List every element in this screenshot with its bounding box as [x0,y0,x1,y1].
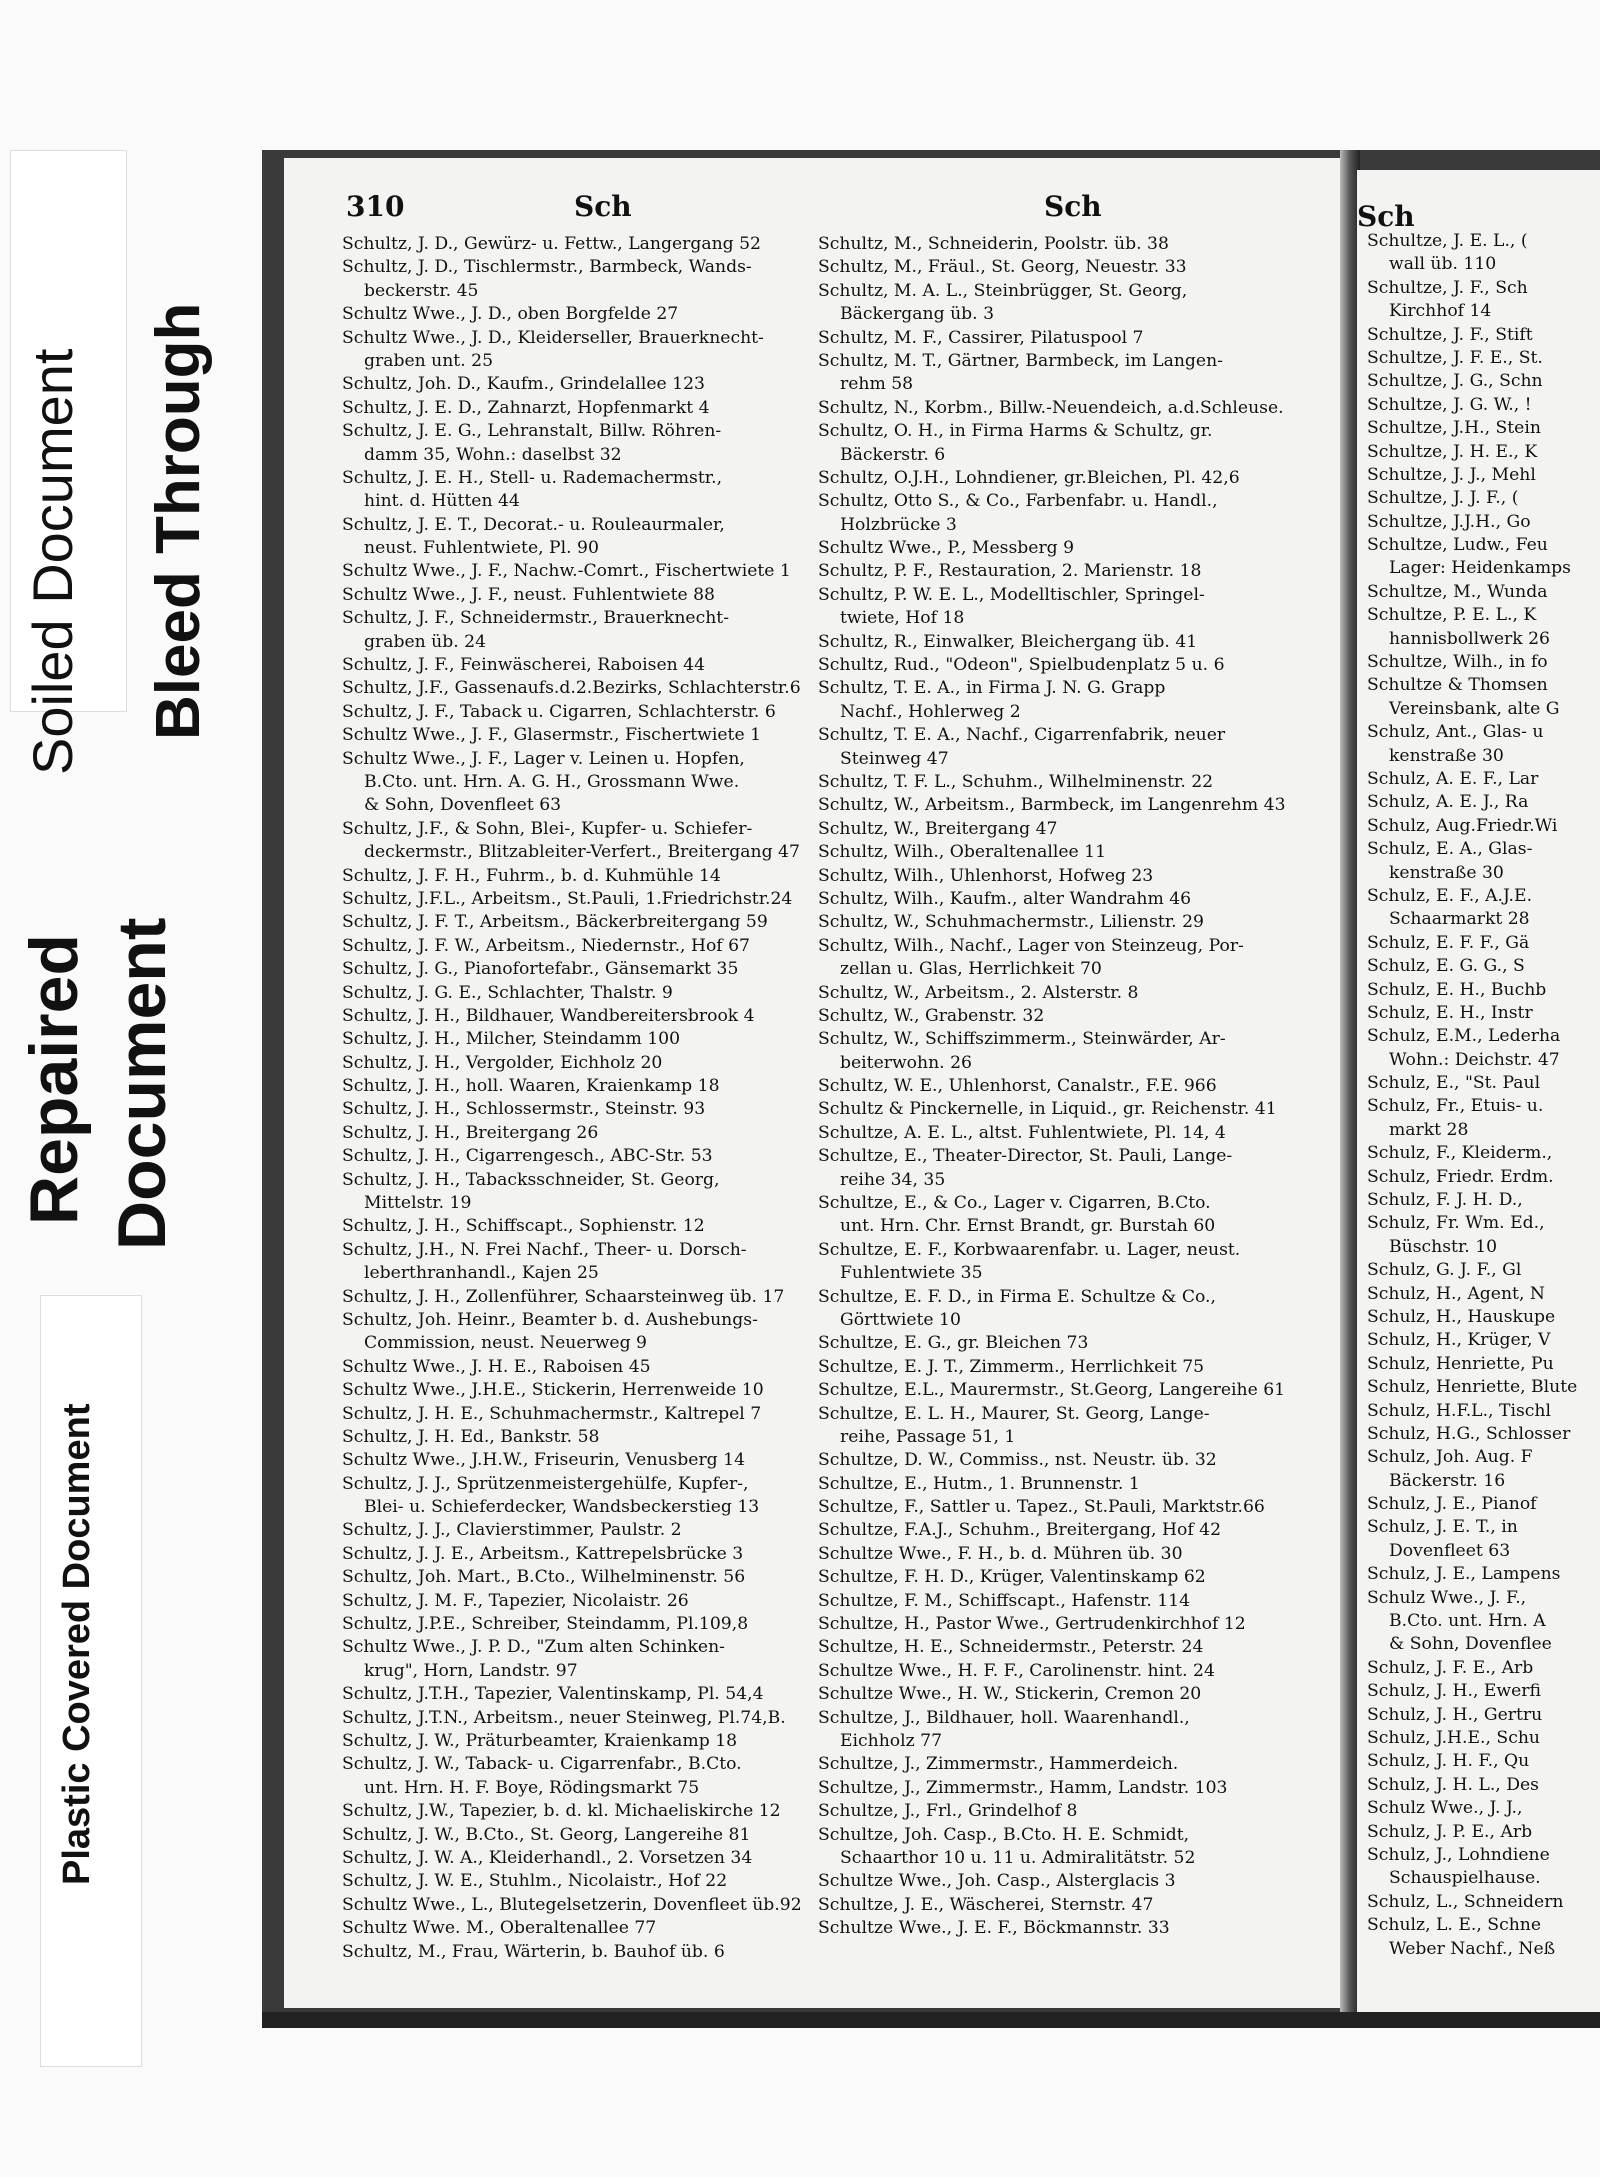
directory-entry-line: Schultz, J. W., Präturbeamter, Kraienkamp 18 [342,1731,738,1751]
directory-entry-line: Schulz, F., Kleiderm., [1367,1143,1553,1164]
directory-entry-line: Schultz, J. E. T., Decorat.- u. Rouleaurmaler, [342,514,725,535]
directory-entry-line: Schulz, Aug.Friedr.Wi [1367,815,1558,836]
directory-entry-line: Schultz, J. W. E., Stuhlm., Nicolaistr., Hof 22 [342,1871,728,1892]
directory-entry-line: Holzbrücke 3 [840,514,957,535]
directory-entry-line: Schultz, J. W., B.Cto., St. Georg, Langereihe 81 [342,1824,751,1845]
directory-entry-line: Schultz, Rud., "Odeon", Spielbudenplatz 5 u. 6 [818,655,1225,676]
directory-entry-line: Schulz, J. E., Lampens [1367,1564,1561,1585]
directory-entry-line: Schultze, F. M., Schiffscapt., Hafenstr. 114 [818,1590,1191,1611]
directory-entry-line: Schultz, J.P.E., Schreiber, Steindamm, Pl.109,8 [342,1614,749,1635]
directory-entry-line: Dovenfleet 63 [1389,1540,1511,1561]
directory-entry-line: wall üb. 110 [1389,254,1497,275]
directory-entry-line: Schulz, J. H., Gertru [1367,1704,1543,1725]
directory-entry-line: Schulz, J. F. E., Arb [1367,1657,1534,1678]
directory-entry-line: Schulz, J. P. E., Arb [1367,1821,1533,1842]
directory-entry-line: Schulz, E. F. F., Gä [1367,932,1530,953]
directory-entry-line: beiterwohn. 26 [840,1052,972,1073]
directory-entry-line: Schultz, J. G. E., Schlachter, Thalstr. 9 [342,982,673,1003]
directory-entry-line: Schultz, T. E. A., in Firma J. N. G. Grapp [818,678,1166,699]
directory-entry-line: Schultz, J. M. F., Tapezier, Nicolaistr. 26 [342,1590,689,1611]
directory-entry-line: Schultze, J. H. E., K [1367,441,1538,462]
directory-entry-line: Schulz, J., Lohndiene [1367,1844,1550,1865]
directory-entry-line: Schultz, J. F., Feinwäscherei, Raboisen 44 [342,655,706,676]
scanned-book [262,150,1600,2020]
directory-entry-line: Schultze, Joh. Casp., B.Cto. H. E. Schmidt, [818,1824,1190,1845]
directory-entry-line: Bäckerstr. 6 [840,444,946,465]
directory-entry-line: Schultz, J.T.N., Arbeitsm., neuer Steinweg, Pl.74,B. [342,1707,786,1728]
running-head-left: Sch [574,190,632,223]
directory-entry-line: Schultz, T. F. L., Schuhm., Wilhelminenstr. 22 [818,771,1214,792]
directory-entry-line: Schultz, J.F., Gassenaufs.d.2.Bezirks, Schlachterstr.6 [342,678,801,699]
directory-entry-line: Schultz, J. H., Schlossermstr., Steinstr. 93 [342,1099,706,1120]
directory-entry-line: Schulz, Ant., Glas- u [1367,722,1544,743]
directory-entry-line: Schultze, J. F., Stift [1367,324,1533,345]
directory-entry-line: Schultz, J. H., Cigarrengesch., ABC-Str. 53 [342,1146,713,1167]
directory-entry-line: Schultze Wwe., H. W., Stickerin, Cremon 20 [818,1684,1202,1705]
directory-entry-line: Commission, neust. Neuerweg 9 [364,1333,647,1354]
directory-entry-line: Kirchhof 14 [1389,301,1492,322]
directory-entry-line: Schultz, Otto S., & Co., Farbenfabr. u. Handl., [818,491,1218,512]
directory-entry-line: Schultze, M., Wunda [1367,581,1548,602]
directory-entry-line: Schultze, F., Sattler u. Tapez., St.Pauli, Marktstr.66 [818,1497,1265,1518]
directory-entry-line: Schultz, J.F.L., Arbeitsm., St.Pauli, 1.Friedrichstr.24 [342,888,793,909]
next-page [1357,170,1600,2020]
directory-entry-line: Schulz, J.H.E., Schu [1367,1728,1540,1748]
directory-entry-line: Schultze Wwe., J. E. F., Böckmannstr. 33 [818,1918,1170,1939]
directory-entry-line: krug", Horn, Landstr. 97 [364,1660,578,1681]
directory-entry-line: Wohn.: Deichstr. 47 [1389,1049,1560,1070]
directory-entry-line: Schultze, E., Theater-Director, St. Pauli, Lange- [818,1146,1233,1167]
directory-entry-line: Schulz, E., "St. Paul [1367,1073,1541,1094]
directory-entry-line: Bäckergang üb. 3 [840,304,995,325]
directory-entry-line: Schulz, E. H., Instr [1367,1002,1533,1023]
directory-entry-line: Schultze, J. F. E., St. [1367,347,1543,368]
directory-entry-line: Schultz, W., Grabenstr. 32 [818,1005,1045,1026]
directory-entry-line: Schultze, J.H., Stein [1367,418,1541,439]
directory-entry-line: Schultz, M., Fräul., St. Georg, Neuestr. 33 [818,257,1187,278]
directory-entry-line: Schultze, J. E., Wäscherei, Sternstr. 47 [818,1894,1154,1915]
directory-entry-line: Schultz, J.W., Tapezier, b. d. kl. Michaeliskirche 12 [342,1801,781,1822]
directory-entry-line: Schultz, J. F. W., Arbeitsm., Niedernstr., Hof 67 [342,935,750,956]
directory-entry-line: Schultz, J. G., Pianofortefabr., Gänsemarkt 35 [342,959,739,980]
directory-entry-line: Schulz, F. J. H. D., [1367,1190,1523,1211]
page-number: 310 [346,190,405,223]
directory-entry-line: Schulz, E. A., Glas- [1367,839,1533,860]
directory-entry-line: Schultze, F.A.J., Schuhm., Breitergang, Hof 42 [818,1520,1222,1541]
column-middle [818,233,1288,1941]
directory-entry-line: Schultze, J., Zimmermstr., Hammerdeich. [818,1754,1179,1775]
directory-entry-line: Schulz, Joh. Aug. F [1367,1447,1533,1468]
directory-entry-line: graben üb. 24 [364,631,487,652]
directory-entry-line: Schulz, Fr. Wm. Ed., [1367,1213,1545,1234]
directory-entry-line: Schultz Wwe., J. F., Nachw.-Comrt., Fischertwiete 1 [342,561,791,582]
directory-entry-line: Schulz, E.M., Lederha [1367,1026,1561,1047]
directory-entry-line: Schultz, J. W. A., Kleiderhandl., 2. Vorsetzen 34 [342,1847,753,1868]
directory-entry-line: Schulz, L., Schneidern [1367,1891,1564,1912]
directory-entry-line: Schultz, J. H. E., Schuhmachermstr., Kaltrepel 7 [342,1403,762,1424]
directory-entry-line: Schulz, L. E., Schne [1367,1915,1542,1936]
soiled-document-label: Soiled Document [21,348,84,775]
directory-entry-line: Schultz, J. E. D., Zahnarzt, Hopfenmarkt 4 [342,397,710,418]
directory-entry-line: reihe, Passage 51, 1 [840,1426,1016,1447]
directory-entry-line: Schultz, J.T.H., Tapezier, Valentinskamp, Pl. 54,4 [342,1684,764,1705]
directory-entry-line: hannisbollwerk 26 [1389,628,1550,649]
directory-entry-line: Schulz, H., Agent, N [1367,1283,1545,1304]
directory-entry-line: Schultz, J.F., & Sohn, Blei-, Kupfer- u. Schiefer- [342,818,753,839]
directory-entry-line: Schultz, J. F. H., Fuhrm., b. d. Kuhmühle 14 [342,865,721,886]
directory-entry-line: Schultze, E. L. H., Maurer, St. Georg, Lange- [818,1403,1210,1424]
directory-entry-line: Schultz, J. D., Tischlermstr., Barmbeck, Wands- [342,257,752,278]
directory-entry-line: Schultz, W., Schiffszimmerm., Steinwärder, Ar- [818,1029,1226,1050]
directory-entry-line: kenstraße 30 [1389,862,1504,883]
directory-entry-line: graben unt. 25 [364,350,494,371]
directory-entry-line: Schultz, J. F., Taback u. Cigarren, Schlachterstr. 6 [342,701,776,722]
directory-entry-line: Schulz, E. G. G., S [1367,956,1525,977]
directory-entry-line: Schultze, J. E. L., ( [1367,231,1528,251]
directory-entry-line: Schultz, J. J., Sprützenmeistergehülfe, Kupfer-, [342,1473,749,1494]
directory-entry-line: Schulz, A. E. J., Ra [1367,792,1529,813]
directory-entry-line: Schultz, J. H., Schiffscapt., Sophienstr. 12 [342,1216,705,1237]
directory-entry-line: Schulz, J. E. T., in [1367,1517,1518,1538]
directory-entry-line: Schultz, Joh. Mart., B.Cto., Wilhelminenstr. 56 [342,1567,746,1588]
directory-entry-line: Schultz, J. F. T., Arbeitsm., Bäckerbreitergang 59 [342,912,768,933]
directory-entry-line: Schultze, E. J. T., Zimmerm., Herrlichkeit 75 [818,1356,1205,1377]
directory-entry-line: & Sohn, Dovenfleet 63 [364,795,562,816]
directory-entry-line: unt. Hrn. H. F. Boye, Rödingsmarkt 75 [364,1777,700,1798]
directory-entry-line: Schultz, J. F., Schneidermstr., Brauerknecht- [342,608,729,629]
column-left [342,233,812,1964]
bleed-through-label: Bleed Through [144,302,213,740]
directory-entry-line: Schulz, J. E., Pianof [1367,1494,1537,1515]
directory-entry-line: rehm 58 [840,374,914,395]
directory-entry-line: Schultz, M. A. L., Steinbrügger, St. Georg, [818,280,1188,301]
directory-entry-line: Schultze Wwe., F. H., b. d. Mühren üb. 30 [818,1543,1183,1564]
directory-entry-line: Schultz Wwe., J. D., oben Borgfelde 27 [342,304,679,325]
directory-entry-line: Schultz, W., Schuhmachermstr., Lilienstr. 29 [818,912,1204,933]
directory-entry-line: Schultze & Thomsen [1367,675,1548,696]
directory-entry-line: Schultze, H., Pastor Wwe., Gertrudenkirchhof 12 [818,1614,1246,1635]
directory-entry-line: Schultze, J. J. F., ( [1367,488,1519,509]
directory-entry-line: Schulz, Henriette, Blute [1367,1377,1578,1398]
directory-entry-line: Schultz, Wilh., Oberaltenallee 11 [818,842,1107,863]
directory-entry-line: Schultz, J. D., Gewürz- u. Fettw., Langergang 52 [342,234,761,254]
directory-entry-line: Schulz Wwe., J. F., [1367,1587,1527,1608]
directory-entry-line: Schultz, Joh. D., Kaufm., Grindelallee 123 [342,374,705,395]
directory-entry-line: Schultze, J. F., Sch [1367,277,1528,298]
directory-entry-line: Schultze, J., Bildhauer, holl. Waarenhandl., [818,1707,1190,1728]
directory-entry-line: Nachf., Hohlerweg 2 [840,701,1021,722]
annotation-labels [0,150,255,1930]
directory-entry-line: Schultz Wwe., J.H.E., Stickerin, Herrenweide 10 [342,1380,764,1401]
directory-entry-line: Schultz Wwe., J. D., Kleiderseller, Brauerknecht- [342,327,764,348]
directory-entry-line: Schulz, A. E. F., Lar [1367,768,1539,789]
directory-entry-line: Schultz, Wilh., Nachf., Lager von Steinzeug, Por- [818,935,1244,956]
directory-entry-line: Schultze, H. E., Schneidermstr., Peterstr. 24 [818,1637,1204,1658]
directory-entry-line: Bäckerstr. 16 [1389,1470,1506,1491]
directory-entry-line: unt. Hrn. Chr. Ernst Brandt, gr. Burstah 60 [840,1216,1216,1237]
directory-entry-line: Schulz, E. H., Buchb [1367,979,1547,1000]
directory-entry-line: Schultz, P. W. E. L., Modelltischler, Springel- [818,584,1205,605]
directory-entry-line: & Sohn, Dovenflee [1389,1634,1552,1655]
running-head-right: Sch [1044,190,1102,223]
directory-entry-line: Schultze, E. G., gr. Bleichen 73 [818,1333,1089,1354]
directory-entry-line: Schulz, Friedr. Erdm. [1367,1166,1554,1187]
directory-entry-line: Schultze, E. F., Korbwaarenfabr. u. Lager, neust. [818,1239,1241,1260]
directory-entry-line: Weber Nachf., Neß [1389,1938,1556,1959]
directory-entry-line: Schultz, J. E. H., Stell- u. Rademachermstr., [342,467,723,488]
directory-entry-line: Schultze, J.J.H., Go [1367,511,1531,532]
repaired-label: Repaired [16,934,92,1225]
directory-entry-line: Schultz, W., Breitergang 47 [818,818,1058,839]
directory-entry-line: Schaarmarkt 28 [1389,909,1530,930]
directory-entry-line: Schultze, J. J., Mehl [1367,464,1536,485]
directory-entry-line: Blei- u. Schieferdecker, Wandsbeckerstieg 13 [364,1497,760,1518]
directory-entry-line: kenstraße 30 [1389,745,1504,766]
directory-entry-line: Schultze, J., Frl., Grindelhof 8 [818,1801,1078,1822]
directory-entry-line: Schulz, J. H. F., Qu [1367,1751,1530,1772]
directory-entry-line: hint. d. Hütten 44 [364,491,520,512]
directory-entry-line: Eichholz 77 [840,1731,943,1751]
directory-entry-line: Schultz, J. H., holl. Waaren, Kraienkamp 18 [342,1076,720,1097]
directory-entry-line: Schultze Wwe., Joh. Casp., Alsterglacis 3 [818,1871,1176,1892]
directory-entry-line: Schultz Wwe., J. P. D., "Zum alten Schinken- [342,1637,725,1658]
directory-entry-line: Schultz, Wilh., Uhlenhorst, Hofweg 23 [818,865,1154,886]
directory-entry-line: zellan u. Glas, Herrlichkeit 70 [840,959,1102,980]
directory-entry-line: damm 35, Wohn.: daselbst 32 [364,444,622,465]
scan-edge [262,2012,1600,2028]
directory-entry-line: Schultz, M. T., Gärtner, Barmbeck, im Langen- [818,350,1223,371]
directory-entry-line: Schultz, T. E. A., Nachf., Cigarrenfabrik, neuer [818,725,1226,746]
directory-entry-line: Schultz, J. H. Ed., Bankstr. 58 [342,1426,600,1447]
directory-entry-line: Schauspielhause. [1389,1868,1541,1889]
directory-entry-line: Schultz, J. H., Tabacksschneider, St. Georg, [342,1169,720,1190]
directory-entry-line: Schultze, E., Hutm., 1. Brunnenstr. 1 [818,1473,1140,1494]
directory-entry-line: Schultz, N., Korbm., Billw.-Neuendeich, a.d.Schleuse. [818,397,1284,418]
directory-entry-line: Schulz, H.G., Schlosser [1367,1423,1571,1444]
directory-entry-line: Schultz, J. W., Taback- u. Cigarrenfabr., B.Cto. [342,1754,742,1775]
directory-entry-line: Schulz, H., Hauskupe [1367,1306,1556,1327]
directory-entry-line: Schulz, Fr., Etuis- u. [1367,1096,1544,1117]
directory-entry-line: leberthranhandl., Kajen 25 [364,1263,599,1284]
directory-entry-line: markt 28 [1389,1119,1469,1140]
directory-entry-line: Schultz, O.J.H., Lohndiener, gr.Bleichen, Pl. 42,6 [818,467,1240,488]
directory-entry-line: Schulz Wwe., J. J., [1367,1798,1523,1819]
directory-entry-line: Schultze, P. E. L., K [1367,605,1537,626]
directory-entry-line: Fuhlentwiete 35 [840,1263,983,1284]
directory-entry-line: Schultze, Ludw., Feu [1367,535,1548,556]
directory-entry-line: Schultz, M. F., Cassirer, Pilatuspool 7 [818,327,1144,348]
directory-page [284,158,1352,2008]
directory-entry-line: Schaarthor 10 u. 11 u. Admiralitätstr. 52 [840,1847,1196,1868]
directory-entry-line: Schultz Wwe., J. F., neust. Fuhlentwiete 88 [342,584,715,605]
directory-entry-line: Schultze, A. E. L., altst. Fuhlentwiete, Pl. 14, 4 [818,1122,1226,1143]
directory-entry-line: Schultze, J. G. W., ! [1367,394,1532,415]
column-next [1367,230,1600,1961]
directory-entry-line: Lager: Heidenkamps [1389,558,1571,579]
directory-entry-line: Schultz, J. E. G., Lehranstalt, Billw. Röhren- [342,421,722,442]
directory-entry-line: Schultz, M., Frau, Wärterin, b. Bauhof üb. 6 [342,1941,725,1962]
directory-entry-line: Schulz, Henriette, Pu [1367,1353,1554,1374]
directory-entry-line: Schultz, J. H., Bildhauer, Wandbereitersbrook 4 [342,1005,755,1026]
directory-entry-line: Schultz Wwe., J. F., Glasermstr., Fischertwiete 1 [342,725,762,746]
directory-entry-line: Büschstr. 10 [1389,1236,1498,1257]
directory-entry-line: beckerstr. 45 [364,280,479,301]
directory-entry-line: Schultze, D. W., Commiss., nst. Neustr. üb. 32 [818,1450,1217,1471]
directory-entry-line: Schultze, E. F. D., in Firma E. Schultze & Co., [818,1286,1216,1307]
directory-entry-line: Schultz, J. H., Breitergang 26 [342,1122,599,1143]
directory-entry-line: Schultz, J. H., Milcher, Steindamm 100 [342,1029,681,1050]
plastic-covered-label: Plastic Covered Document [56,1403,98,1885]
directory-entry-line: deckermstr., Blitzableiter-Verfert., Breitergang 47 [364,842,800,863]
directory-entry-line: Schultz, W., Arbeitsm., Barmbeck, im Langenrehm 43 [818,795,1286,816]
directory-entry-line: Schultz Wwe., J.H.W., Friseurin, Venusberg 14 [342,1450,746,1471]
directory-entry-line: Schultz, Wilh., Kaufm., alter Wandrahm 46 [818,888,1192,909]
directory-entry-line: Schulz, G. J. F., Gl [1367,1260,1522,1281]
directory-entry-line: Schultze, E., & Co., Lager v. Cigarren, B.Cto. [818,1193,1211,1214]
directory-entry-line: Schultz Wwe., J. H. E., Raboisen 45 [342,1356,651,1377]
directory-entry-line: Vereinsbank, alte G [1389,698,1560,719]
directory-entry-line: Schultz, J.H., N. Frei Nachf., Theer- u. Dorsch- [342,1239,747,1260]
directory-entry-line: Schultz, Joh. Heinr., Beamter b. d. Aushebungs- [342,1309,758,1330]
directory-entry-line: Schulz, J. H. L., Des [1367,1774,1539,1795]
directory-entry-line: Schultze, J. G., Schn [1367,371,1543,392]
directory-entry-line: Schultz & Pinckernelle, in Liquid., gr. Reichenstr. 41 [818,1099,1277,1120]
directory-entry-line: reihe 34, 35 [840,1169,946,1190]
directory-entry-line: Görttwiete 10 [840,1309,961,1330]
directory-entry-line: Schultz Wwe., J. F., Lager v. Leinen u. Hopfen, [342,748,745,769]
running-head-next: Sch [1357,200,1415,233]
directory-entry-line: Steinweg 47 [840,748,949,769]
directory-entry-line: Schulz, H.F.L., Tischl [1367,1400,1551,1421]
directory-entry-line: Schultz, J. J. E., Arbeitsm., Kattrepelsbrücke 3 [342,1543,744,1564]
directory-entry-line: twiete, Hof 18 [840,608,965,629]
directory-entry-line: Schultze Wwe., H. F. F., Carolinenstr. hint. 24 [818,1660,1215,1681]
directory-entry-line: Schultz, J. H., Zollenführer, Schaarsteinweg üb. 17 [342,1286,785,1307]
directory-entry-line: Schulz, J. H., Ewerfi [1367,1681,1541,1702]
directory-entry-line: Schultz, J. J., Clavierstimmer, Paulstr. 2 [342,1520,682,1541]
directory-entry-line: Schulz, H., Krüger, V [1367,1330,1551,1351]
document-label: Document [104,917,180,1250]
directory-entry-line: Schultz, R., Einwalker, Bleichergang üb. 41 [818,631,1198,652]
directory-entry-line: Schultz, O. H., in Firma Harms & Schultz, gr. [818,421,1213,442]
directory-entry-line: Schultz, J. H., Vergolder, Eichholz 20 [342,1052,663,1073]
directory-entry-line: Schultz Wwe. M., Oberaltenallee 77 [342,1918,657,1939]
directory-entry-line: B.Cto. unt. Hrn. A [1389,1611,1546,1632]
directory-entry-line: Schultz, P. F., Restauration, 2. Marienstr. 18 [818,561,1202,582]
directory-entry-line: Schultz, W. E., Uhlenhorst, Canalstr., F.E. 966 [818,1076,1217,1097]
directory-entry-line: Schultz, W., Arbeitsm., 2. Alsterstr. 8 [818,982,1139,1003]
directory-entry-line: Schultz Wwe., P., Messberg 9 [818,538,1075,559]
directory-entry-line: Schultze, J., Zimmermstr., Hamm, Landstr. 103 [818,1777,1228,1798]
directory-entry-line: neust. Fuhlentwiete, Pl. 90 [364,538,599,559]
directory-entry-line: Schultz, M., Schneiderin, Poolstr. üb. 38 [818,234,1169,254]
directory-entry-line: Schultze, F. H. D., Krüger, Valentinskamp 62 [818,1567,1206,1588]
directory-entry-line: Schultz Wwe., L., Blutegelsetzerin, Dovenfleet üb.92 [342,1894,802,1915]
directory-entry-line: B.Cto. unt. Hrn. A. G. H., Grossmann Wwe. [364,771,740,792]
directory-entry-line: Mittelstr. 19 [364,1193,472,1214]
directory-entry-line: Schultze, E.L., Maurermstr., St.Georg, Langereihe 61 [818,1380,1286,1401]
directory-entry-line: Schultze, Wilh., in fo [1367,652,1548,673]
directory-entry-line: Schulz, E. F., A.J.E. [1367,885,1533,906]
